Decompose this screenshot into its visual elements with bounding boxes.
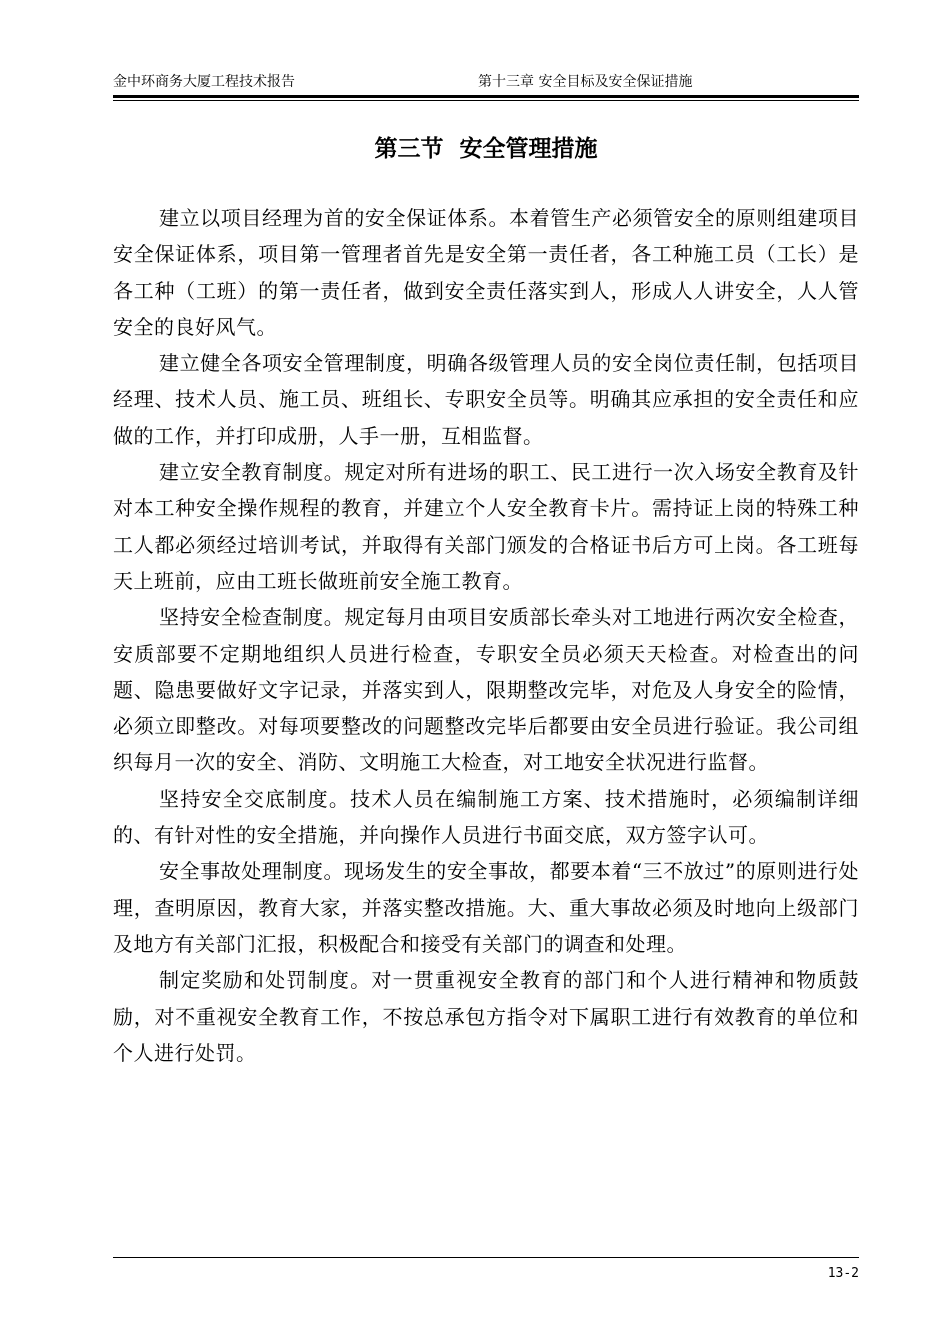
paragraph-accident-handling: 安全事故处理制度。现场发生的安全事故，都要本着“三不放过”的原则进行处理，查明原因，教育大家，并落实整改措施。大、重大事故必须及时地向上级部门及地方有关部门汇报，积极配合和接受有关部门的调查和处理。 [113, 859, 859, 956]
body-text [113, 200, 859, 1071]
paragraph-safety-briefing: 坚持安全交底制度。技术人员在编制施工方案、技术措施时，必须编制详细的、有针对性的安全措施，并向操作人员进行书面交底，双方签字认可。 [113, 786, 859, 848]
page-number: 13-2 [827, 1266, 859, 1281]
header-divider-thin [113, 100, 859, 101]
paragraph-safety-education: 建立安全教育制度。规定对所有进场的职工、民工进行一次入场安全教育及针对本工种安全操作规程的教育，并建立个人安全教育卡片。需持证上岗的特殊工种工人都必须经过培训考试，并取得有关部门颁发的合格证书后方可上岗。各工班每天上班前，应由工班长做班前安全施工教育。 [113, 460, 859, 593]
page-header [113, 72, 859, 94]
paragraph-rewards-penalties: 制定奖励和处罚制度。对一贯重视安全教育的部门和个人进行精神和物质鼓励，对不重视安全教育工作，不按总承包方指令对下属职工进行有效教育的单位和个人进行处罚。 [113, 968, 859, 1065]
section-title: 第三节 安全管理措施 [374, 136, 598, 163]
paragraph-safety-inspection: 坚持安全检查制度。规定每月由项目安质部长牵头对工地进行两次安全检查，安质部要不定期地组织人员进行检查，专职安全员必须天天检查。对检查出的问题、隐患要做好文字记录，并落实到人，限期整改完毕，对危及人身安全的险情，必须立即整改。对每项要整改的问题整改完毕后都要由安全员进行验证。我公司组织每月一次的安全、消防、文明施工大检查，对工地安全状况进行监督。 [113, 605, 859, 775]
chapter-title: 第十三章 安全目标及安全保证措施 [478, 74, 693, 90]
header-divider-thick [113, 95, 859, 98]
document-title: 金中环商务大厦工程技术报告 [113, 74, 295, 90]
footer-divider [113, 1257, 859, 1258]
paragraph-safety-system: 建立以项目经理为首的安全保证体系。本着管生产必须管安全的原则组建项目安全保证体系，项目第一管理者首先是安全第一责任者，各工种施工员（工长）是各工种（工班）的第一责任者，做到安全责任落实到人，形成人人讲安全，人人管安全的良好风气。 [113, 206, 859, 339]
paragraph-management-rules: 建立健全各项安全管理制度，明确各级管理人员的安全岗位责任制，包括项目经理、技术人员、施工员、班组长、专职安全员等。明确其应承担的安全责任和应做的工作，并打印成册，人手一册，互相监督。 [113, 351, 859, 448]
